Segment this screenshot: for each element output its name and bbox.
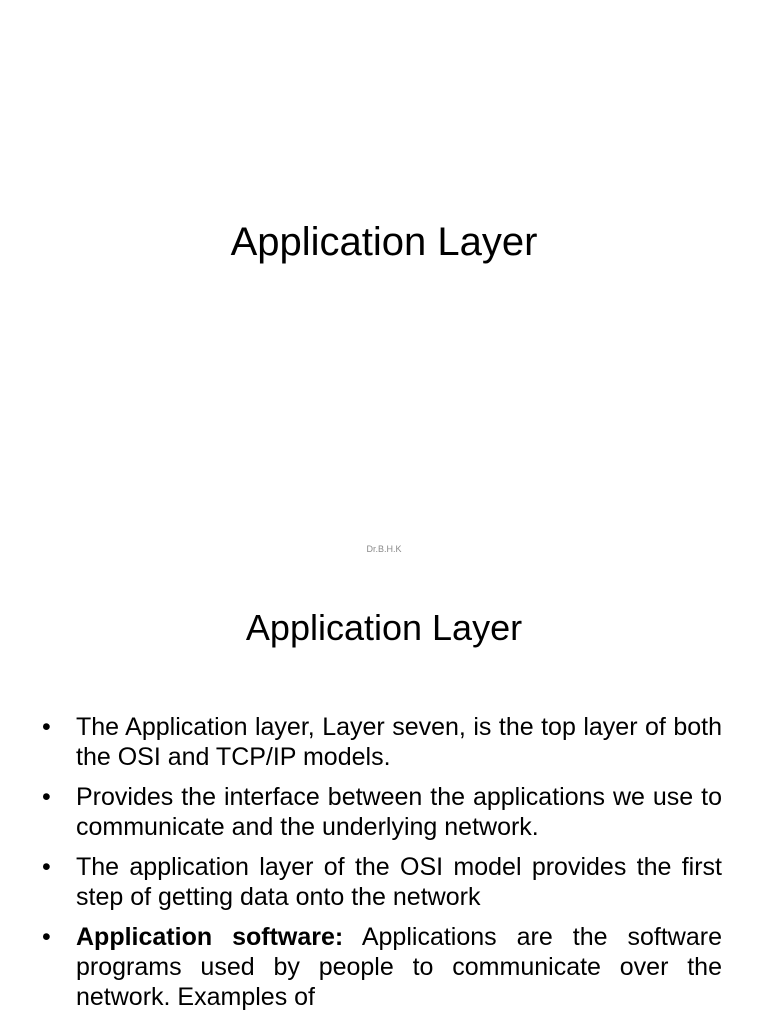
bullet-item	[42, 922, 722, 1012]
bullet-item	[42, 712, 722, 772]
slide-footer: Dr.B.H.K	[366, 544, 402, 554]
bullet-item	[42, 852, 722, 912]
bullet-item	[42, 782, 722, 842]
bullet-dot-icon: •	[42, 713, 51, 741]
bullet-dot-icon: •	[42, 783, 51, 811]
content-slide	[0, 576, 768, 1024]
bullet-text: The application layer of the OSI model provides the first step of getting data onto the network	[76, 853, 722, 911]
bullet-dot-icon: •	[42, 923, 51, 951]
bullet-text: Applications are the software programs used by people to communicate over the network. Examples of	[76, 923, 722, 1011]
slide-title: Application Layer	[230, 220, 538, 264]
bullet-text: Provides the interface between the applications we use to communicate and the underlying network.	[76, 783, 722, 841]
bullet-term: Application software:	[76, 923, 344, 951]
content-slide-title: Application Layer	[245, 607, 523, 648]
bullet-list	[42, 712, 722, 1022]
bullet-text: The Application layer, Layer seven, is the top layer of both the OSI and TCP/IP models.	[76, 713, 722, 771]
bullet-dot-icon: •	[42, 853, 51, 881]
